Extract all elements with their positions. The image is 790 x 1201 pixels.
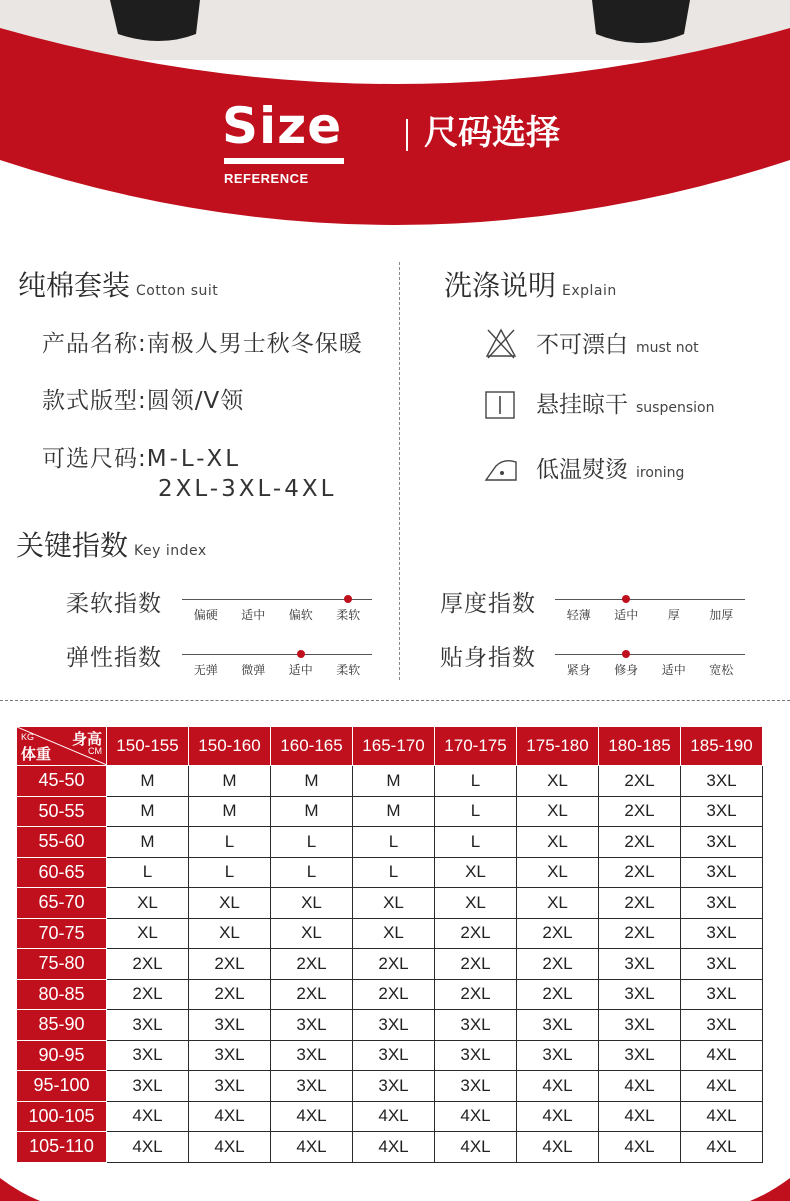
size-cell: 2XL [107, 949, 189, 980]
size-cell: L [435, 766, 517, 797]
size-cell: XL [517, 827, 599, 858]
scale-tick-label: 微弹 [241, 663, 266, 677]
size-cell: 3XL [353, 1040, 435, 1071]
scale-tick-label: 紧身 [566, 663, 591, 677]
size-cell: 4XL [271, 1132, 353, 1163]
size-cell: 3XL [353, 1071, 435, 1102]
corner-weight-unit: KG [21, 732, 35, 742]
section-divider [0, 700, 790, 701]
size-cell: 3XL [271, 1071, 353, 1102]
size-cell: 3XL [107, 1040, 189, 1071]
weight-row-header: 75-80 [17, 949, 107, 980]
product-name-label: 产品名称: [42, 331, 147, 357]
size-cell: XL [353, 888, 435, 919]
size-cell: 2XL [435, 979, 517, 1010]
size-cell: L [353, 857, 435, 888]
size-cell: 2XL [353, 979, 435, 1010]
table-row [17, 1101, 763, 1132]
scale-tick-label: 修身 [614, 663, 639, 677]
key-index-title-cn: 关键指数 [16, 529, 129, 562]
size-cell: 4XL [681, 1101, 763, 1132]
key-index-title-en: Key index [134, 543, 207, 559]
table-row [17, 766, 763, 797]
table-row [17, 1132, 763, 1163]
weight-row-header: 100-105 [17, 1101, 107, 1132]
corner-height-unit: CM [88, 746, 102, 756]
size-cell: M [353, 766, 435, 797]
low-iron-icon [484, 452, 518, 486]
product-style-row [42, 386, 244, 416]
wash-title-en: Explain [562, 283, 617, 299]
scale-selected-marker [344, 595, 352, 603]
size-cell: M [107, 827, 189, 858]
column-divider [399, 262, 400, 680]
product-sizes-line2: 2XL-3XL-4XL [158, 476, 337, 502]
weight-row-header: 70-75 [17, 918, 107, 949]
size-cell: 3XL [189, 1071, 271, 1102]
size-cell: 2XL [599, 827, 681, 858]
size-cell: 4XL [353, 1132, 435, 1163]
size-cell: 4XL [681, 1040, 763, 1071]
size-cell: 3XL [599, 949, 681, 980]
size-heading-cn: 尺码选择 [424, 113, 560, 153]
size-cell: 3XL [517, 1010, 599, 1041]
thickness-index-label: 厚度指数 [440, 591, 536, 617]
size-cell: L [435, 796, 517, 827]
corner-weight-label: 体重 [21, 746, 52, 763]
size-underline [224, 158, 344, 164]
heading-separator [406, 119, 408, 151]
size-cell: 4XL [517, 1132, 599, 1163]
size-cell: 3XL [107, 1010, 189, 1041]
size-cell: 3XL [681, 918, 763, 949]
weight-row-header: 105-110 [17, 1132, 107, 1163]
size-cell: M [107, 766, 189, 797]
size-cell: 2XL [189, 949, 271, 980]
size-banner [0, 0, 790, 250]
size-cell: 3XL [681, 888, 763, 919]
size-cell: 2XL [107, 979, 189, 1010]
size-cell: XL [271, 918, 353, 949]
wash-item-hang-dry-en: suspension [636, 400, 715, 416]
size-cell: XL [189, 888, 271, 919]
size-cell: 3XL [681, 979, 763, 1010]
wash-section-title [444, 268, 617, 309]
size-cell: M [271, 766, 353, 797]
weight-row-header: 45-50 [17, 766, 107, 797]
scale-tick-label: 适中 [288, 663, 313, 677]
size-cell: M [189, 766, 271, 797]
table-row [17, 1010, 763, 1041]
size-cell: 3XL [681, 949, 763, 980]
size-cell: 4XL [435, 1101, 517, 1132]
size-cell: 4XL [517, 1101, 599, 1132]
weight-row-header: 65-70 [17, 888, 107, 919]
size-cell: 3XL [435, 1040, 517, 1071]
scale-tick-label: 加厚 [709, 608, 734, 622]
size-cell: 3XL [681, 857, 763, 888]
size-cell: 2XL [599, 766, 681, 797]
size-cell: 3XL [681, 1010, 763, 1041]
scale-tick-label: 适中 [614, 608, 639, 622]
size-cell: 2XL [189, 979, 271, 1010]
table-row [17, 918, 763, 949]
height-column-header: 165-170 [353, 727, 435, 766]
height-column-header: 150-160 [189, 727, 271, 766]
scale-tick-label: 厚 [667, 608, 680, 622]
height-column-header: 180-185 [599, 727, 681, 766]
size-cell: L [107, 857, 189, 888]
weight-row-header: 90-95 [17, 1040, 107, 1071]
size-cell: 4XL [599, 1101, 681, 1132]
size-cell: XL [517, 888, 599, 919]
size-cell: 2XL [271, 949, 353, 980]
size-cell: 4XL [435, 1132, 517, 1163]
size-cell: XL [189, 918, 271, 949]
wash-item-low-iron [536, 455, 684, 488]
size-cell: XL [107, 888, 189, 919]
reference-label: REFERENCE [224, 171, 309, 186]
size-cell: 2XL [271, 979, 353, 1010]
wash-title-cn: 洗涤说明 [444, 269, 557, 302]
softness-scale [182, 594, 372, 622]
weight-row-header: 80-85 [17, 979, 107, 1010]
weight-row-header: 50-55 [17, 796, 107, 827]
no-bleach-icon [484, 326, 518, 360]
size-cell: 4XL [107, 1132, 189, 1163]
table-row [17, 857, 763, 888]
table-row [17, 796, 763, 827]
product-name-value: 南极人男士秋冬保暖 [146, 331, 363, 357]
size-cell: XL [517, 766, 599, 797]
scale-tick-label: 宽松 [709, 663, 734, 677]
size-cell: 4XL [107, 1101, 189, 1132]
fit-index-label: 贴身指数 [440, 645, 536, 671]
size-cell: 3XL [107, 1071, 189, 1102]
size-cell: XL [435, 857, 517, 888]
product-style-value: 圆领/V领 [146, 388, 245, 414]
product-sizes-row [42, 444, 241, 474]
size-cell: 2XL [517, 979, 599, 1010]
size-cell: XL [107, 918, 189, 949]
fit-scale [555, 649, 745, 677]
size-cell: 2XL [353, 949, 435, 980]
size-cell: 3XL [353, 1010, 435, 1041]
product-title-en: Cotton suit [136, 283, 219, 299]
size-cell: XL [435, 888, 517, 919]
wash-item-no-bleach-en: must not [636, 340, 699, 356]
size-cell: 4XL [189, 1132, 271, 1163]
size-cell: XL [353, 918, 435, 949]
scale-tick-label: 轻薄 [566, 608, 591, 622]
size-cell: L [271, 827, 353, 858]
size-cell: 2XL [599, 796, 681, 827]
size-cell: 3XL [599, 1040, 681, 1071]
size-cell: 4XL [517, 1071, 599, 1102]
thickness-scale [555, 594, 745, 622]
weight-row-header: 85-90 [17, 1010, 107, 1041]
size-cell: 2XL [435, 949, 517, 980]
wash-item-hang-dry [536, 390, 714, 423]
size-cell: M [107, 796, 189, 827]
size-cell: 4XL [271, 1101, 353, 1132]
size-cell: 4XL [681, 1071, 763, 1102]
wash-item-low-iron-en: ironing [636, 465, 685, 481]
size-cell: XL [271, 888, 353, 919]
size-cell: M [189, 796, 271, 827]
table-header-row [17, 727, 763, 766]
product-style-label: 款式版型: [42, 388, 147, 414]
height-column-header: 185-190 [681, 727, 763, 766]
size-chart-body [17, 766, 763, 1163]
size-cell: 2XL [599, 918, 681, 949]
size-cell: 3XL [189, 1040, 271, 1071]
key-index-title [16, 528, 207, 569]
table-row [17, 979, 763, 1010]
elasticity-scale [182, 649, 372, 677]
product-sizes-line1: M-L-XL [146, 446, 242, 472]
size-cell: 4XL [189, 1101, 271, 1132]
footer-decoration [0, 1168, 790, 1201]
table-row [17, 888, 763, 919]
size-cell: 4XL [681, 1132, 763, 1163]
elasticity-index-label: 弹性指数 [66, 645, 162, 671]
weight-row-header: 55-60 [17, 827, 107, 858]
product-sizes-label: 可选尺码: [42, 446, 147, 472]
product-name-row [42, 329, 363, 359]
scale-tick-label: 偏硬 [193, 608, 218, 622]
height-column-header: 150-155 [107, 727, 189, 766]
size-cell: 4XL [599, 1132, 681, 1163]
height-column-header: 170-175 [435, 727, 517, 766]
product-section-title [18, 268, 218, 309]
scale-selected-marker [622, 595, 630, 603]
scale-tick-label: 柔软 [336, 663, 361, 677]
size-cell: 3XL [435, 1071, 517, 1102]
size-cell: M [271, 796, 353, 827]
size-cell: 3XL [681, 796, 763, 827]
product-title-cn: 纯棉套装 [18, 269, 131, 302]
size-cell: 3XL [189, 1010, 271, 1041]
corner-height-label: 身高 [71, 731, 102, 748]
banner-background [0, 0, 790, 250]
table-row [17, 949, 763, 980]
size-cell: 3XL [517, 1040, 599, 1071]
table-row [17, 1071, 763, 1102]
scale-tick-label: 偏软 [288, 608, 313, 622]
size-cell: 2XL [517, 949, 599, 980]
wash-item-low-iron-cn: 低温熨烫 [536, 457, 628, 483]
size-cell: M [353, 796, 435, 827]
size-cell: L [271, 857, 353, 888]
softness-index-label: 柔软指数 [66, 591, 162, 617]
scale-tick-label: 适中 [241, 608, 266, 622]
size-cell: 4XL [353, 1101, 435, 1132]
scale-selected-marker [297, 650, 305, 658]
size-cell: XL [517, 796, 599, 827]
scale-tick-label: 柔软 [336, 608, 361, 622]
table-row [17, 1040, 763, 1071]
size-cell: 3XL [271, 1040, 353, 1071]
height-column-header: 175-180 [517, 727, 599, 766]
size-cell: 3XL [599, 1010, 681, 1041]
table-row [17, 827, 763, 858]
size-cell: 3XL [271, 1010, 353, 1041]
size-cell: 2XL [599, 888, 681, 919]
hang-dry-icon [484, 389, 518, 423]
scale-tick-label: 无弹 [193, 663, 218, 677]
scale-tick-label: 适中 [661, 663, 686, 677]
size-cell: L [435, 827, 517, 858]
size-cell: L [189, 857, 271, 888]
table-corner [17, 727, 107, 766]
size-cell: XL [517, 857, 599, 888]
size-cell: 4XL [599, 1071, 681, 1102]
height-column-header: 160-165 [271, 727, 353, 766]
size-cell: 2XL [435, 918, 517, 949]
wash-item-no-bleach [536, 330, 699, 363]
size-heading: Size [222, 97, 343, 155]
size-cell: L [189, 827, 271, 858]
size-cell: 3XL [681, 766, 763, 797]
wash-item-no-bleach-cn: 不可漂白 [536, 332, 628, 358]
size-cell: 3XL [599, 979, 681, 1010]
wash-item-hang-dry-cn: 悬挂晾干 [536, 392, 628, 418]
size-cell: L [353, 827, 435, 858]
size-cell: 3XL [681, 827, 763, 858]
size-cell: 3XL [435, 1010, 517, 1041]
scale-selected-marker [622, 650, 630, 658]
size-chart-table [16, 726, 763, 1163]
weight-row-header: 60-65 [17, 857, 107, 888]
size-cell: 2XL [599, 857, 681, 888]
size-cell: 2XL [517, 918, 599, 949]
weight-row-header: 95-100 [17, 1071, 107, 1102]
